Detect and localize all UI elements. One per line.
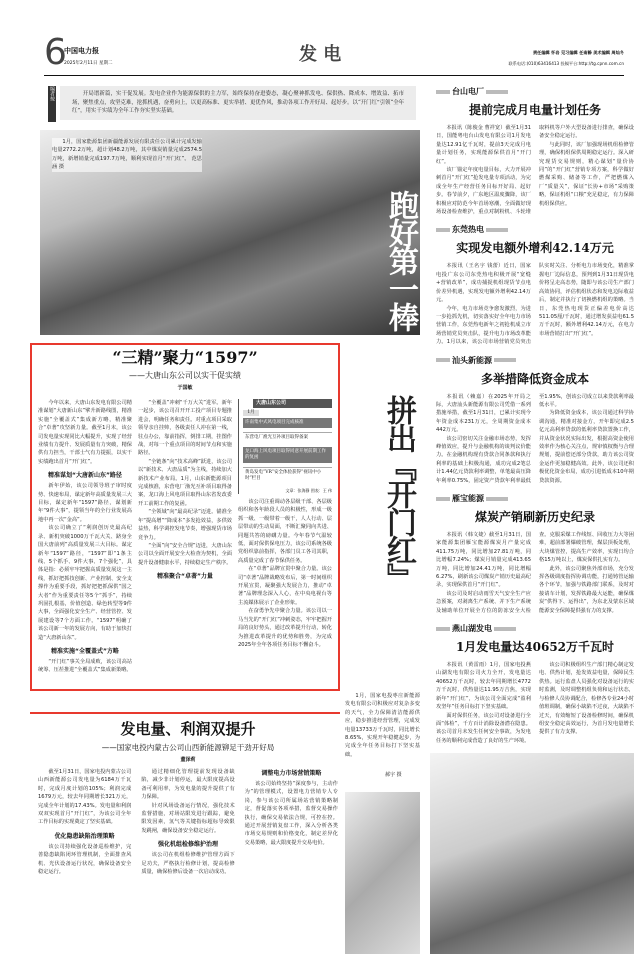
section-heading: 调整电力市场营销策略 (261, 770, 322, 777)
editor-note-tag: 编者按 (48, 86, 56, 122)
timeline-title: 大唐山东公司 (253, 399, 332, 408)
paragraph: 该公司密切关注金融市场态势，发挥峰值效应，提升与金融机构的谈判议价能力。在金融机构现有贷款合同条款和执行利率的基础上积极沟通，成功完成2笔总计1.44亿元贷款利率调整，单笔最高压降年利率0.75%，固定资产贷款年利率最低至1.95%，创该公司成立以来贷款利率最低水平。 (436, 393, 634, 484)
feature-author: 于国敏 (177, 385, 193, 391)
paragraph: “全面”向“安全合规”迈进，大唐山东公司以全面开展安全大检查为契机，全面提升设备健康水平，持续稳定生产秩序。 (138, 542, 232, 566)
paragraph: 该公司及时启动雨雪天气安全生产应急预案，对剥离生产系统、并下生产系统及辅助单位开展全方位的防冻安全大检查。克服采煤工作线短、回收压力大等困难，超前部署爆破管理，煤层顶板处理，大块煤管控，提高生产效率，实现日均合格15万吨以上，煤炭保供扎实有力。 (436, 532, 634, 614)
paragraph: 针对风场设备运行情况，强化技术监督措施，对场站限发进行跟踪，避免限发因素，氢气等关键指标超标导致限发跳闸，确保设备安全稳定运行。 (141, 802, 235, 834)
paragraph: 此外，该公司聚焦外部市场，充分发挥各级调度指挥协调功能，打通铸管运输各个环节，加强与铁路部门联系，及时对接请车计划，发挥铁路最大运能，确保煤炭“供得下、运得出”，为东北及蒙东区域能源安全保障提供强有力的支撑。 (539, 565, 634, 614)
article-title: 提前完成月电量计划任务 (468, 103, 601, 117)
bottom-article (38, 720, 338, 876)
article-title: 实现发电额外增利42.14万元 (456, 241, 614, 256)
paragraph: 本报讯（黄雷雨）1月，国家电投燕山湖发电有限公司火力全开，发电量达40652万千瓦时，较去年同期增长4772万千瓦时，供热量达11.95万吉焦，实现新年“开门红”，为该公司全面完成“盈利攻坚年”任务目标打下坚实基础。 (436, 662, 531, 711)
kicker: 东莞热电 (436, 224, 634, 235)
issue-date: 2025年2月11日 星期二 (64, 61, 113, 66)
paragraph: 在“卓著”品牌宣贯中聚合力量。该公司“卓著”品牌战略发布后，第一时间组织开展宣贯，凝聚强大发展合力，推动“卓著”品牌理念深入人心，在中央电视台等主流媒体展示了企业形象。 (238, 566, 332, 606)
article-title: 煤炭产销刷新历史纪录 (474, 510, 595, 524)
feature-body-columns (38, 399, 232, 687)
side-photo-credit: 郝宇 摄 (385, 772, 402, 778)
paragraph: 本报讯（赖嘉）在2025年开局之际，大唐汕头新能源有限公司凭借一系列措施举措，截至1月31日，已累计实现今年资金成本231万元，全周期资金成本442万元。 (436, 393, 531, 434)
timeline-item: 黄岛发电“VR”安全体验获得“视讯中小时”栏目 (243, 467, 332, 484)
main-photo (40, 130, 420, 335)
editor-note-text: 开局谱新篇，实干促发展。发电企业作为能源保供的主力军，始终保持奋进姿态，凝心聚神抓发电、保供热、降成本、增效益、拓市场，聚焦重点，攻坚克难，抢抓机遇，奋勇向上，以更高标准、更实举措、更优作风，推动各项工作开好局、起好步。以“开门红”引领“全年红”，用实干实绩为全年工作夯实坚实基础。 (72, 91, 404, 115)
feature-third-column (238, 399, 332, 649)
section-title: 发 电 (299, 44, 342, 65)
paragraph: 该公司注重调动各层级干部、各层级组织和各年龄段人员的积极性，形成一级抓一级、一级带着一级干，人人行动、层层带动的生动局面，不断汇聚同向共进、同题共答的磅礴力量。今年春节气温较低，面对保供保电压力，该公司系统各级党组织靠前指挥，各部门员工各司其职，高质量完成了春节保供任务。 (238, 499, 332, 564)
photo-caption: 1月，国家能源集团新疆能源发展有限责任公司累计完成发输电量2772.2万吨，超计划48.2万吨，其中煤炭销量完成2574.5万吨，新增销量完成197.7万吨，顺利实现首月“开门红”。 范思涵 摄 (52, 139, 202, 171)
red-divider (30, 712, 340, 714)
right-bottom-photo (430, 753, 634, 954)
paragraph: 本报讯（王名宇 钱蕾）近日，国家电投广东公司东莞热电积极开展“宽缝+营销改革”，成功捕捉机组现货节点电价差异机遇，实现发电额外增利42.14万元。 (436, 263, 531, 304)
editor-note (49, 86, 416, 120)
kicker: 汕头新能源 (436, 355, 634, 366)
editors: 责任编辑 怀岩 见习编辑 任南静 美术编辑 周灿冬 (532, 50, 624, 55)
bottom-author: 董泽莉 (180, 757, 196, 763)
paragraph: 该公司始终坚持“深度参与，主动作为”的管理模式，设置电力营销专人专岗，参与该公司所属场站营销策略制定，督促落实各项举措，监督交易操作执行，确保交易依法合规，可控在控。通过开展营销复盘工作，深入分析各类市场交易规则和价格变化，制定差异化交易策略，最大限度提升交易电价。 (244, 781, 338, 846)
paragraph: “全领域”向“最高纪录”迈进。锚准全年“提高增”“降成本”多发抢效益，多供效益热，科学调控发电节奏，增强现货市场竞争力。 (138, 509, 232, 541)
kicker: 雁宝能源 (436, 493, 634, 504)
side-photo-caption: 1月，国家电投枣庄新能源发电有限公司积极应对复杂多变的天气，全力保障清洁能源供应，稳步推进经营管理，完成发电量13733万千瓦时，同比增长8.65%，实现开年稳健起步，为完成全年任务目标打下坚实基础。 (345, 693, 420, 758)
timeline-item: 许南集中式风电项目完成核准 (243, 418, 332, 428)
paragraph: “全覆盖”冲刺“千万大关”进军。新年一起步，该公司召开开工投产项目专题推进会，明确任务和责任。对重点项目采取领导亲自挂帅，各级责任人冲在第一线，驻点办公，靠前指挥，倒排工期，挂图作战，对每一个重点项目的时间节点和实施路径。 (138, 400, 232, 457)
headline-line2: 拼出『开门红』 (381, 395, 416, 591)
page-header (44, 32, 624, 76)
section-heading: 精准实施“全覆盖式”方略 (51, 647, 119, 655)
paragraph: 新年伊始，该公司领导班子审时度势、快速布局，谋定新年高质量发展三大目标，谋定新年“1597”路径，谋划新年“9件大事”，提领当年的全行业发展高地中再一次“金高”。 (38, 483, 132, 523)
page-number: 6 (44, 32, 67, 73)
timeline-item: 龙口海上风电项目取得同意开展前期工作的复函 (243, 447, 332, 463)
timeline-item: 东营电厂渔光互补项目取得备案 (243, 432, 332, 443)
paragraph: 与此同时，该厂加强现场机组检修管理，确保机组保供周期稳定运行。深入研究现货交易规则，精心谋划“量价协同”的“开门红”营销专项方案，科学做好燃煤采购、储备等工作，严把燃煤入厂“质量关”，保证“长协+市场”采购策略，保证机组“口粮”充足稳定，有力保障机组保供应。 (539, 141, 634, 207)
paragraph: 该公司确立了“利润创历史最高纪录、新机突破1000万千瓦大关、跻身全国大唐前列”高质量发展三大目标。谋定新年“1597”路径，“1597”即“1条主线、5个抓手、9件大事、7个强化”，具体是指：必须牢牢把握高质量发展这一主线，抓好把抓技创新、产业控制、安全支撑作为重要手段，抓好把把抓保供“国之大者”作为重要责任等5个“抓手”，持续巩固扎根基，价值创造、绿色转型等9件大事，全面强化安全生产、经营管控、发展建设等7个方面工作。“1597”明确了该公司新一年的发展方向，有助于加快打造“大唐新山东”。 (38, 525, 132, 641)
paragraph: 通过精细化管理提前发现设备缺陷，减少非计划停运，最大限度提高设备可利用率，为发电量的提升提供了有力保障。 (141, 769, 235, 801)
contact: 联系电话:(010)63416413 投稿平台:http://tg.cpnn.com.cn (508, 61, 624, 66)
timeline-credit: 文章：张海静 图表：王 伟 (285, 488, 332, 493)
section-heading: 强化机组检修维护治理 (157, 841, 218, 849)
paragraph: “开门红”事关全局成败，该公司高站统筹、压茬推进“全覆盖式”集成新策略。 (38, 658, 132, 674)
section-heading: 精准谋划“大唐新山东”路径 (48, 472, 122, 480)
timeline-graphic (238, 399, 332, 494)
right-column (436, 86, 634, 954)
feature-title: “三精”聚力“1597” (112, 348, 258, 367)
paragraph: 该公司积极组织生产部门精心制定发电、供热计划，抢发效益电量，保障民生供热。运行监盘人员强化对设备运行的实时监测，及时调整机组负荷和运行状态，与检修人员协调配合，检修各专业24小时值班调制，确保小缺陷不过夜，大缺陷不过天，有效缩短了设备检修时间，确保机组安全稳定高效运行，为首月发电量增长提供了有力支撑。 (539, 662, 634, 736)
paragraph: 该厂锚定年度电量目标，大力开展冲刺首月“开门红”抢发电量专项活动，为完成全年生产经营任务目标开好局、起好步。春节前夕，广东地区温度骤降，该厂积极应对防范今年首场寒潮，全面做好现场设备检查维护，重点对制粉机、斗轮堆取料机等户外大型设备进行排查，确保设备安全稳定运行。 (436, 125, 634, 216)
paragraph: 截至1月31日，国家电投内蒙古公司山西新能源公司发电量为6184万千瓦时，完成月度计划的105%；利润完成1679万元，较去年同期增长321万元，完成全年计划的17.43%。发电量和利润双双实现首月“开门红”，为该公司全年工作目标的实现奠定了坚实基础。 (38, 769, 132, 826)
paragraph: 今年以来，大唐山东发电有限公司精准谋划“大唐新山东”擘升新路线图，精准实施“全覆盖式”集成新方略，精准聚合“卓著”攻坚新力量。截至1月末，该公司发电量实现同比大幅提升，实现了经营业绩有力提升、发展质量有力突破，精保供有力担当，干部士气有力提振，以实干实绩跑出首月“开门红”。 (38, 400, 132, 465)
section-heading: 优化隐患缺陷治理策略 (54, 832, 115, 840)
paragraph: 该公司持续强化设备巡检维护，完善隐患缺陷闭环管理机制，全面排查风机、光伏设备运行状况，确保设备安全稳定运行。 (38, 843, 132, 876)
kicker: 燕山湖发电 (436, 623, 634, 634)
feature-subtitle: ——大唐山东公司以实干促实绩 (129, 371, 241, 380)
paragraph: 为降低资金成本，该公司通过科学协调沟通，精准对接金方，开年即完成2.5亿元高利率贷款的低利率贷款置换工作，并从资金状况实际出发，根据高资金使用效率作为核心关注点，规审慎权衡与合理规划，提前偿还部分贷款，助力该公司资金运作更加稳健高效。此外，该公司还积极优化资金布局，成功引进低成本10年期贷款资源。 (539, 410, 634, 484)
article-title: 多举措降低资金成本 (480, 371, 589, 386)
bottom-title: 发电量、利润双提升 (120, 720, 256, 738)
paragraph: 本报讯（韩文婕）截至1月31日，国家能源集团雁宝能源煤炭月产量完成411.75万吨，同比增加27.81万吨，同比增幅7.24%；煤炭月销量完成413.65万吨，同比增加24.41万吨，同比增幅6.27%，刷新该公司煤炭产销历史最高纪录，实现保供首月“开门红”。 (436, 532, 531, 589)
paragraph: 该公司在机组检修维护管理方面下足功夫，严格执行检修计划，提高检修质量，确保检修后设备一次启动成功。 (141, 852, 235, 876)
timeline-month: 1月 (243, 410, 259, 416)
feature-article (30, 343, 340, 691)
headline-line1: 跑好第一棒 (383, 190, 418, 330)
article-title: 1月发电量达40652万千瓦时 (455, 640, 615, 655)
paper-name: 中国电力报 (64, 46, 99, 55)
paragraph: “全链条”向“技术高峰”跃进，该公司以“新技术、大唐品质”为主线，持续加大新技术产业布局。1月，山东新能源项目完成核准，东营电厂渔光互补项目取得备案，龙口海上风电项目取得山东省发改委开工前期工作的复函。 (138, 458, 232, 507)
paragraph: 本报讯（陈俊金 曹祥宽）截至1月31日，国能粤电台山发电有限公司1月发电量达12.91亿千瓦时，提前3天完成月电量计划任务，实现能源保供首月“开门红”。 (436, 125, 531, 165)
paragraph: 面对保供任务，该公司对设备进行全面“体检”，千方百计消除设备潜在隐患。该公司首月未发生任何安全事故，为发电任务的顺利完成营造了良好的生产环境。 (436, 712, 531, 744)
side-photo-bottom (345, 792, 420, 954)
section-heading: 精准聚合“卓著”力量 (157, 573, 213, 581)
kicker: 台山电厂 (436, 86, 634, 97)
paragraph: 在奋勇争先中聚合力量。该公司以一马当先的“开门红”冲刺姿态，牢牢把握开局的良好势头，通过改革提升行动，转化为推进改革提升的优势和胜势，为完成2025年全年各项任务目标不懈奋斗。 (238, 608, 332, 648)
bottom-subtitle: ——国家电投内蒙古公司山西新能源铆足干劲开好局 (101, 743, 275, 752)
paragraph: 今年，电力市场竞争愈发激烈，为进一步抢抓先机，切实落实好全年电力市场营销工作，东莞热电新年之初抢机成立市场营销党员突击队，提升电力市场改革能力。1月以来，该公司市场营销党员突击队实时关注、分析电力市场变化，精准掌握电厂边际信息，预判到1月31日现货电价将呈走高态势，随即与该公司生产部门高效协同，评估机组状态和发电边际收益后，制定并执行了切换燃机组的策略。当日，东莞热电现货正偏差电价高达511.05厘/千瓦时，通过增发获益电61.5万千瓦时，额外增利42.14万元，在电力市场营销打出“开门红”。 (436, 263, 634, 346)
